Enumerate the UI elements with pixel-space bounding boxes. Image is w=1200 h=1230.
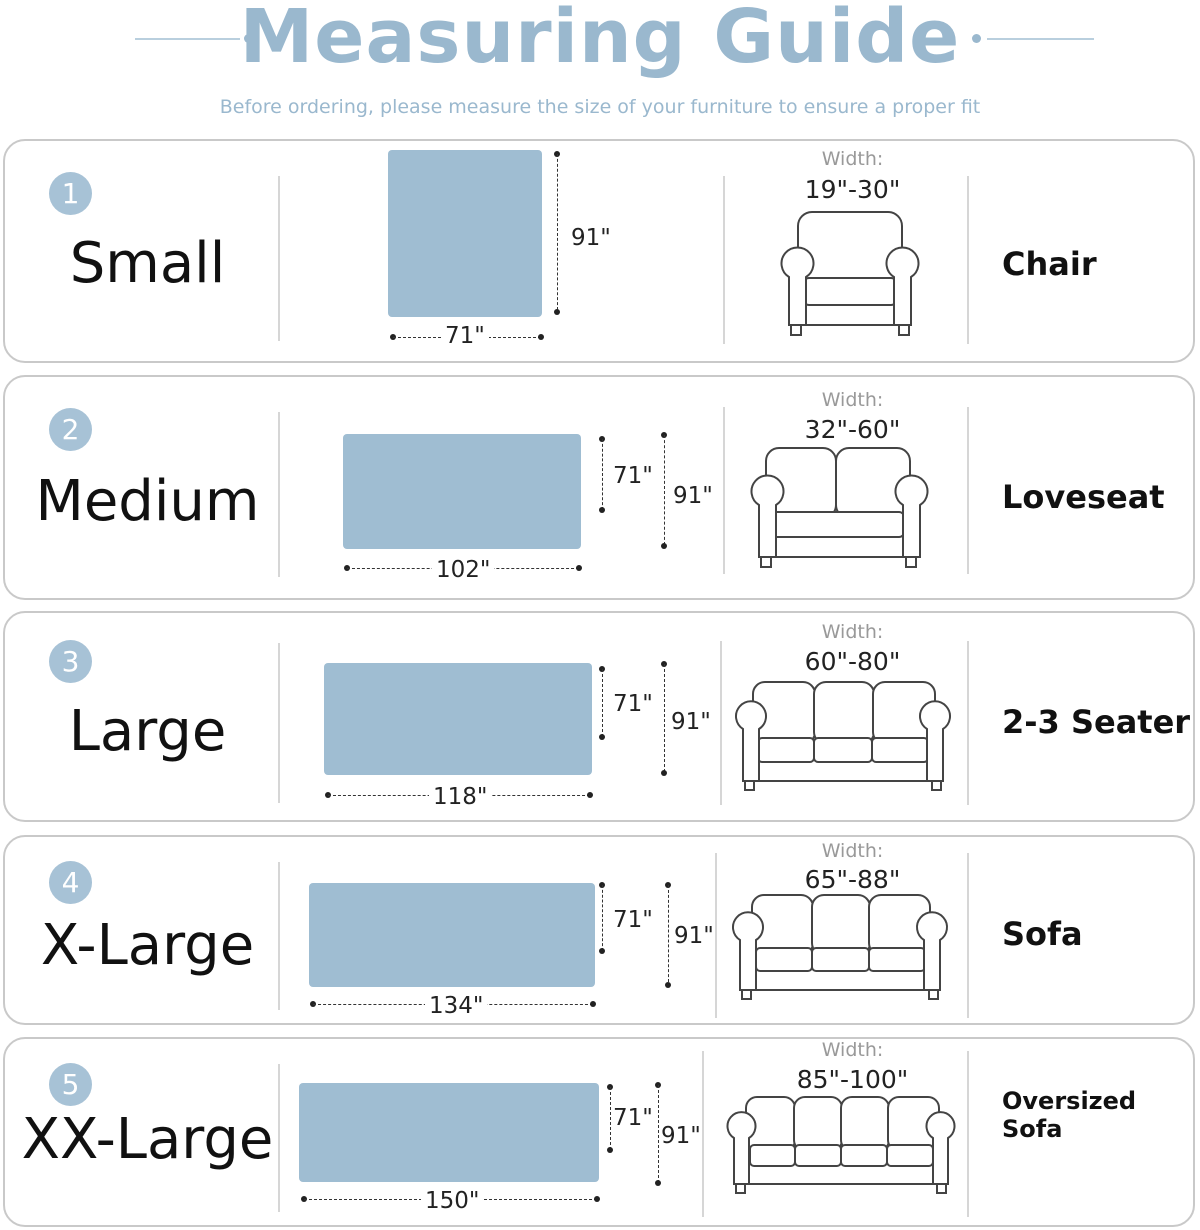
size-number-badge: 2 — [49, 408, 92, 451]
inner-height-dimension-line — [602, 669, 603, 737]
height-dimension-line — [664, 435, 665, 545]
divider — [278, 412, 280, 577]
size-name: Small — [69, 231, 226, 296]
width-caption: Width: — [821, 621, 884, 643]
height-dimension-line — [668, 885, 669, 987]
dimension-endpoint — [599, 734, 605, 740]
dimension-endpoint — [554, 309, 560, 315]
size-name: Medium — [35, 469, 260, 534]
divider — [715, 853, 717, 1018]
divider — [720, 641, 722, 805]
sofa-icon — [724, 892, 956, 1000]
dimension-endpoint — [661, 543, 667, 549]
size-card-large — [3, 611, 1195, 822]
size-number-badge: 3 — [49, 640, 92, 683]
size-number-badge: 5 — [49, 1063, 92, 1106]
size-card-medium — [3, 375, 1195, 600]
dimension-endpoint — [655, 1180, 661, 1186]
chair-icon — [771, 209, 931, 337]
dimension-endpoint — [538, 334, 544, 340]
right-decoration-line — [987, 38, 1094, 40]
dimension-endpoint — [594, 1196, 600, 1202]
size-number-badge: 4 — [49, 861, 92, 904]
divider — [278, 176, 280, 341]
furniture-type-label: Loveseat — [1002, 478, 1165, 516]
cover-width-label: 71" — [441, 323, 489, 349]
furniture-width-range: 65"-88" — [804, 865, 901, 894]
furniture-width-range: 85"-100" — [796, 1065, 909, 1094]
page-subtitle: Before ordering, please measure the size of your furniture to ensure a proper fit — [219, 96, 981, 118]
furniture-type-label: 2-3 Seater — [1002, 703, 1191, 741]
divider — [723, 407, 725, 574]
page-title: Measuring Guide — [239, 0, 961, 80]
cover-inner-height-label: 71" — [613, 691, 653, 717]
furniture-type-label: Chair — [1002, 245, 1097, 283]
oversized-sofa-icon — [718, 1094, 962, 1194]
divider — [967, 1051, 969, 1217]
cover-height-label: 91" — [673, 483, 713, 509]
dimension-endpoint — [665, 982, 671, 988]
divider — [278, 643, 280, 803]
divider — [278, 862, 280, 1010]
cover-height-label: 91" — [671, 709, 711, 735]
size-card-small — [3, 139, 1195, 363]
furniture-width-range: 60"-80" — [804, 647, 901, 676]
cover-inner-height-label: 71" — [613, 463, 653, 489]
cover-inner-height-label: 71" — [613, 1105, 653, 1131]
cover-inner-height-label: 71" — [613, 907, 653, 933]
size-number-badge: 1 — [49, 172, 92, 215]
furniture-type-label: Sofa — [1002, 915, 1083, 953]
inner-height-dimension-line — [610, 1087, 611, 1150]
three-seater-sofa-icon — [727, 679, 959, 791]
cover-size-rectangle — [299, 1083, 599, 1182]
width-caption: Width: — [821, 1039, 884, 1061]
size-name: XX-Large — [21, 1107, 274, 1172]
furniture-type-label: Oversized Sofa — [1002, 1087, 1137, 1143]
inner-height-dimension-line — [602, 885, 603, 951]
divider — [967, 853, 969, 1018]
dimension-endpoint — [590, 1001, 596, 1007]
cover-height-label: 91" — [661, 1123, 701, 1149]
width-caption: Width: — [821, 148, 884, 170]
divider — [967, 641, 969, 805]
divider — [702, 1051, 704, 1217]
dimension-endpoint — [599, 507, 605, 513]
cover-width-label: 118" — [429, 784, 491, 810]
width-caption: Width: — [821, 840, 884, 862]
right-decoration-dot — [972, 34, 981, 43]
header — [0, 0, 1200, 130]
divider — [278, 1064, 280, 1212]
cover-width-label: 150" — [421, 1188, 483, 1214]
cover-size-rectangle — [388, 150, 542, 317]
cover-size-rectangle — [343, 434, 581, 549]
dimension-endpoint — [599, 948, 605, 954]
size-card-xx-large — [3, 1037, 1195, 1227]
cover-height-label: 91" — [674, 923, 714, 949]
dimension-endpoint — [661, 770, 667, 776]
dimension-endpoint — [587, 792, 593, 798]
inner-height-dimension-line — [602, 439, 603, 510]
divider — [967, 176, 969, 344]
divider — [967, 407, 969, 574]
height-dimension-line — [664, 664, 665, 772]
cover-width-label: 102" — [432, 557, 494, 583]
height-dimension-line — [557, 154, 558, 310]
furniture-width-range: 19"-30" — [804, 175, 901, 204]
dimension-endpoint — [607, 1147, 613, 1153]
cover-size-rectangle — [309, 883, 595, 987]
furniture-width-range: 32"-60" — [804, 415, 901, 444]
cover-size-rectangle — [324, 663, 592, 775]
size-card-x-large — [3, 835, 1195, 1025]
cover-width-label: 134" — [425, 993, 487, 1019]
divider — [723, 176, 725, 344]
dimension-endpoint — [576, 565, 582, 571]
height-dimension-line — [658, 1085, 659, 1183]
loveseat-icon — [739, 445, 939, 571]
size-name: X-Large — [40, 913, 255, 978]
cover-height-label: 91" — [571, 225, 611, 251]
width-caption: Width: — [821, 389, 884, 411]
size-name: Large — [68, 699, 227, 764]
